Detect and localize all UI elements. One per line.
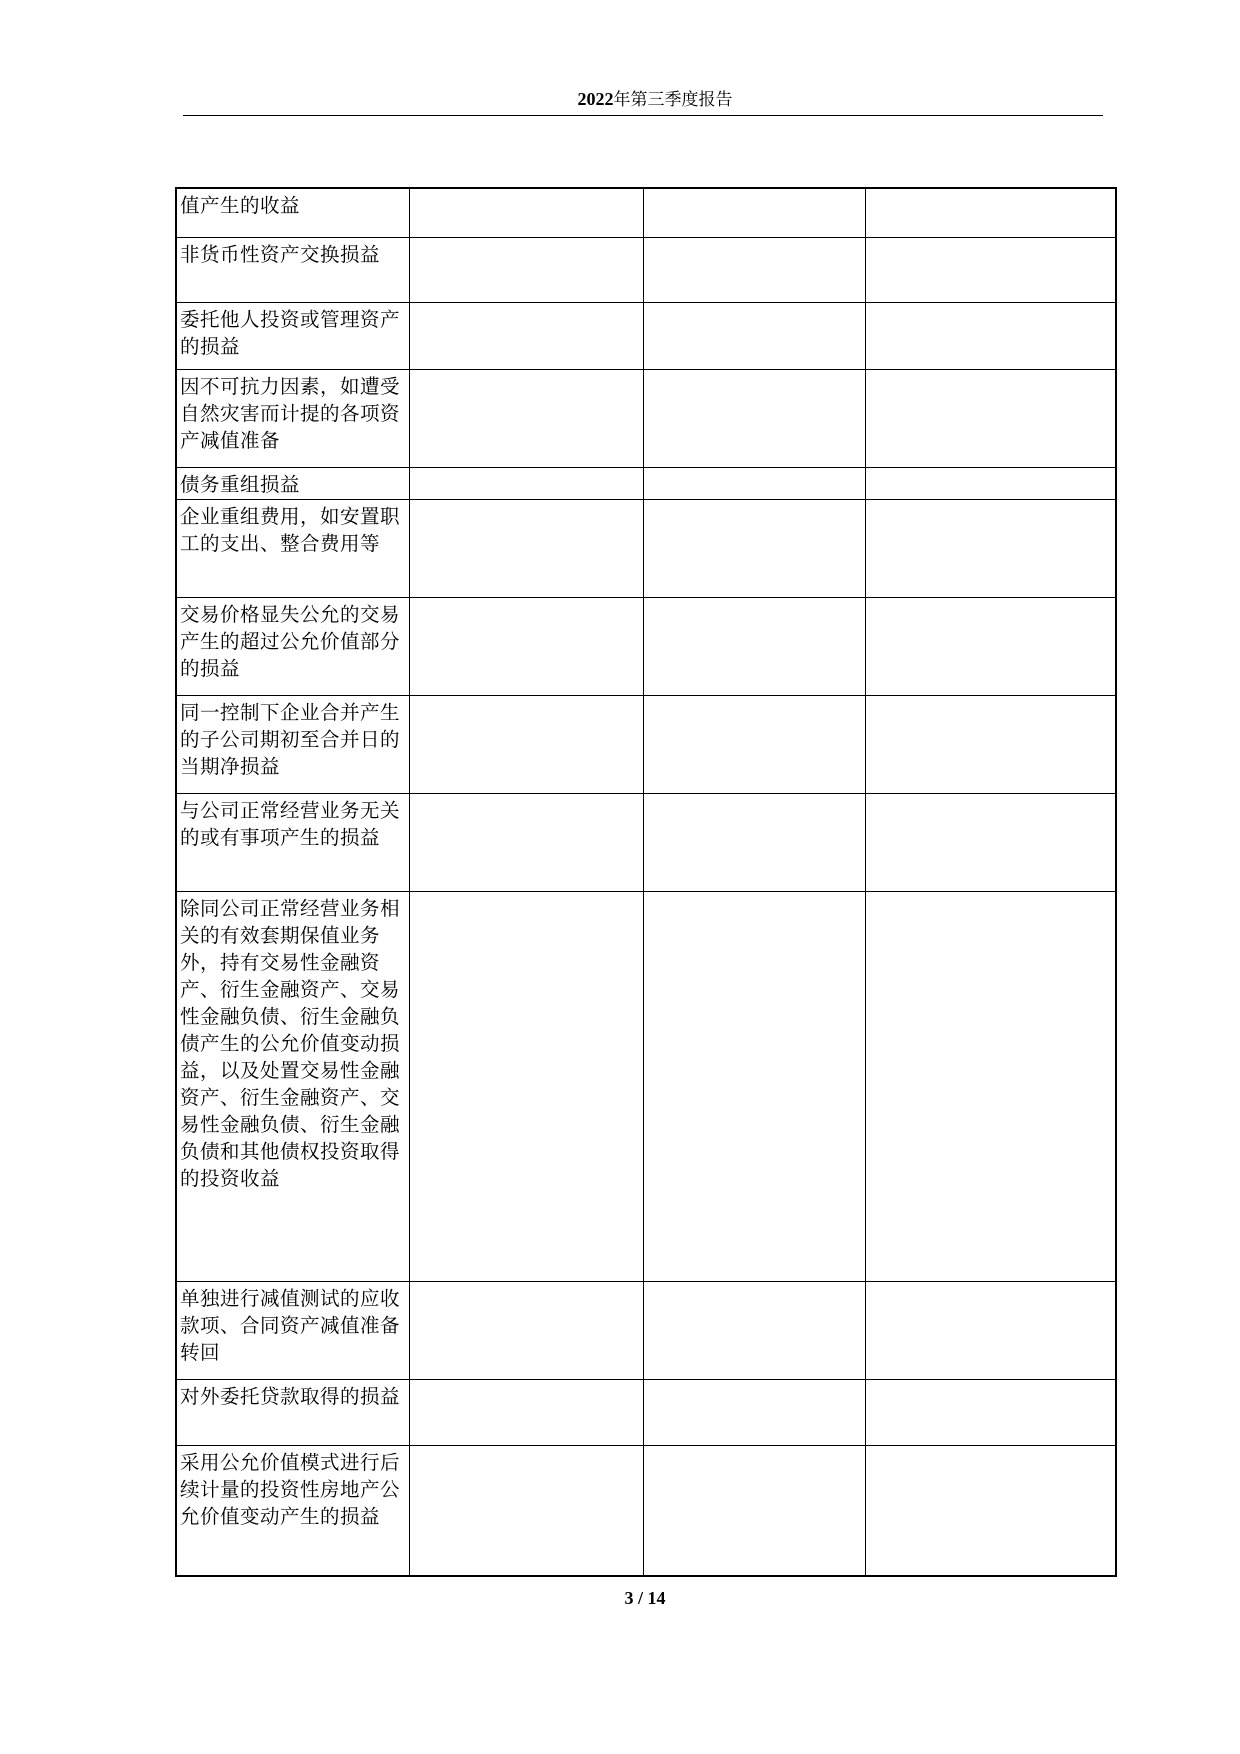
value-cell xyxy=(409,302,643,369)
row-label: 债务重组损益 xyxy=(176,467,409,499)
value-cell xyxy=(409,1445,643,1576)
table-row xyxy=(176,499,1116,597)
value-cell xyxy=(643,1445,865,1576)
table-row xyxy=(176,1281,1116,1379)
row-label: 单独进行减值测试的应收款项、合同资产减值准备转回 xyxy=(176,1281,409,1379)
value-cell xyxy=(865,597,1116,695)
page-header-title xyxy=(0,88,1240,111)
value-cell xyxy=(865,369,1116,467)
value-cell xyxy=(409,188,643,237)
row-label: 除同公司正常经营业务相关的有效套期保值业务外，持有交易性金融资产、衍生金融资产、交易性金融负债、衍生金融负债产生的公允价值变动损益，以及处置交易性金融资产、衍生金融资产、交易性金融负债、衍生金融负债和其他债权投资取得的投资收益 xyxy=(176,891,409,1281)
value-cell xyxy=(409,1379,643,1445)
value-cell xyxy=(643,302,865,369)
value-cell xyxy=(409,467,643,499)
row-label: 与公司正常经营业务无关的或有事项产生的损益 xyxy=(176,793,409,891)
value-cell xyxy=(865,1445,1116,1576)
row-label: 对外委托贷款取得的损益 xyxy=(176,1379,409,1445)
table-row xyxy=(176,369,1116,467)
value-cell xyxy=(865,1379,1116,1445)
value-cell xyxy=(643,793,865,891)
row-label: 交易价格显失公允的交易产生的超过公允价值部分的损益 xyxy=(176,597,409,695)
table-row xyxy=(176,891,1116,1281)
value-cell xyxy=(643,1379,865,1445)
value-cell xyxy=(643,891,865,1281)
value-cell xyxy=(643,467,865,499)
value-cell xyxy=(865,695,1116,793)
value-cell xyxy=(865,302,1116,369)
value-cell xyxy=(643,1281,865,1379)
value-cell xyxy=(409,369,643,467)
table-row xyxy=(176,237,1116,302)
row-label: 委托他人投资或管理资产的损益 xyxy=(176,302,409,369)
value-cell xyxy=(865,1281,1116,1379)
row-label: 企业重组费用，如安置职工的支出、整合费用等 xyxy=(176,499,409,597)
table-row xyxy=(176,695,1116,793)
value-cell xyxy=(643,499,865,597)
value-cell xyxy=(409,793,643,891)
value-cell xyxy=(643,695,865,793)
row-label: 非货币性资产交换损益 xyxy=(176,237,409,302)
value-cell xyxy=(865,793,1116,891)
value-cell xyxy=(643,369,865,467)
table-row xyxy=(176,793,1116,891)
value-cell xyxy=(409,695,643,793)
header-title-text: 年第三季度报告 xyxy=(613,90,733,110)
value-cell xyxy=(865,467,1116,499)
table-row xyxy=(176,188,1116,237)
value-cell xyxy=(865,237,1116,302)
table-row xyxy=(176,1445,1116,1576)
table-row xyxy=(176,1379,1116,1445)
table-row xyxy=(176,597,1116,695)
row-label: 同一控制下企业合并产生的子公司期初至合并日的当期净损益 xyxy=(176,695,409,793)
row-label: 值产生的收益 xyxy=(176,188,409,237)
value-cell xyxy=(643,188,865,237)
value-cell xyxy=(643,237,865,302)
page-number: 3 / 14 xyxy=(624,1588,666,1608)
header-year: 2022 xyxy=(577,89,614,109)
value-cell xyxy=(409,891,643,1281)
value-cell xyxy=(409,597,643,695)
value-cell xyxy=(643,597,865,695)
table-row xyxy=(176,467,1116,499)
value-cell xyxy=(409,499,643,597)
header-divider xyxy=(183,115,1103,116)
value-cell xyxy=(409,237,643,302)
value-cell xyxy=(865,891,1116,1281)
table-row xyxy=(176,302,1116,369)
value-cell xyxy=(409,1281,643,1379)
value-cell xyxy=(865,499,1116,597)
row-label: 因不可抗力因素，如遭受自然灾害而计提的各项资产减值准备 xyxy=(176,369,409,467)
row-label: 采用公允价值模式进行后续计量的投资性房地产公允价值变动产生的损益 xyxy=(176,1445,409,1576)
value-cell xyxy=(865,188,1116,237)
non-recurring-items-table xyxy=(175,187,1117,1577)
